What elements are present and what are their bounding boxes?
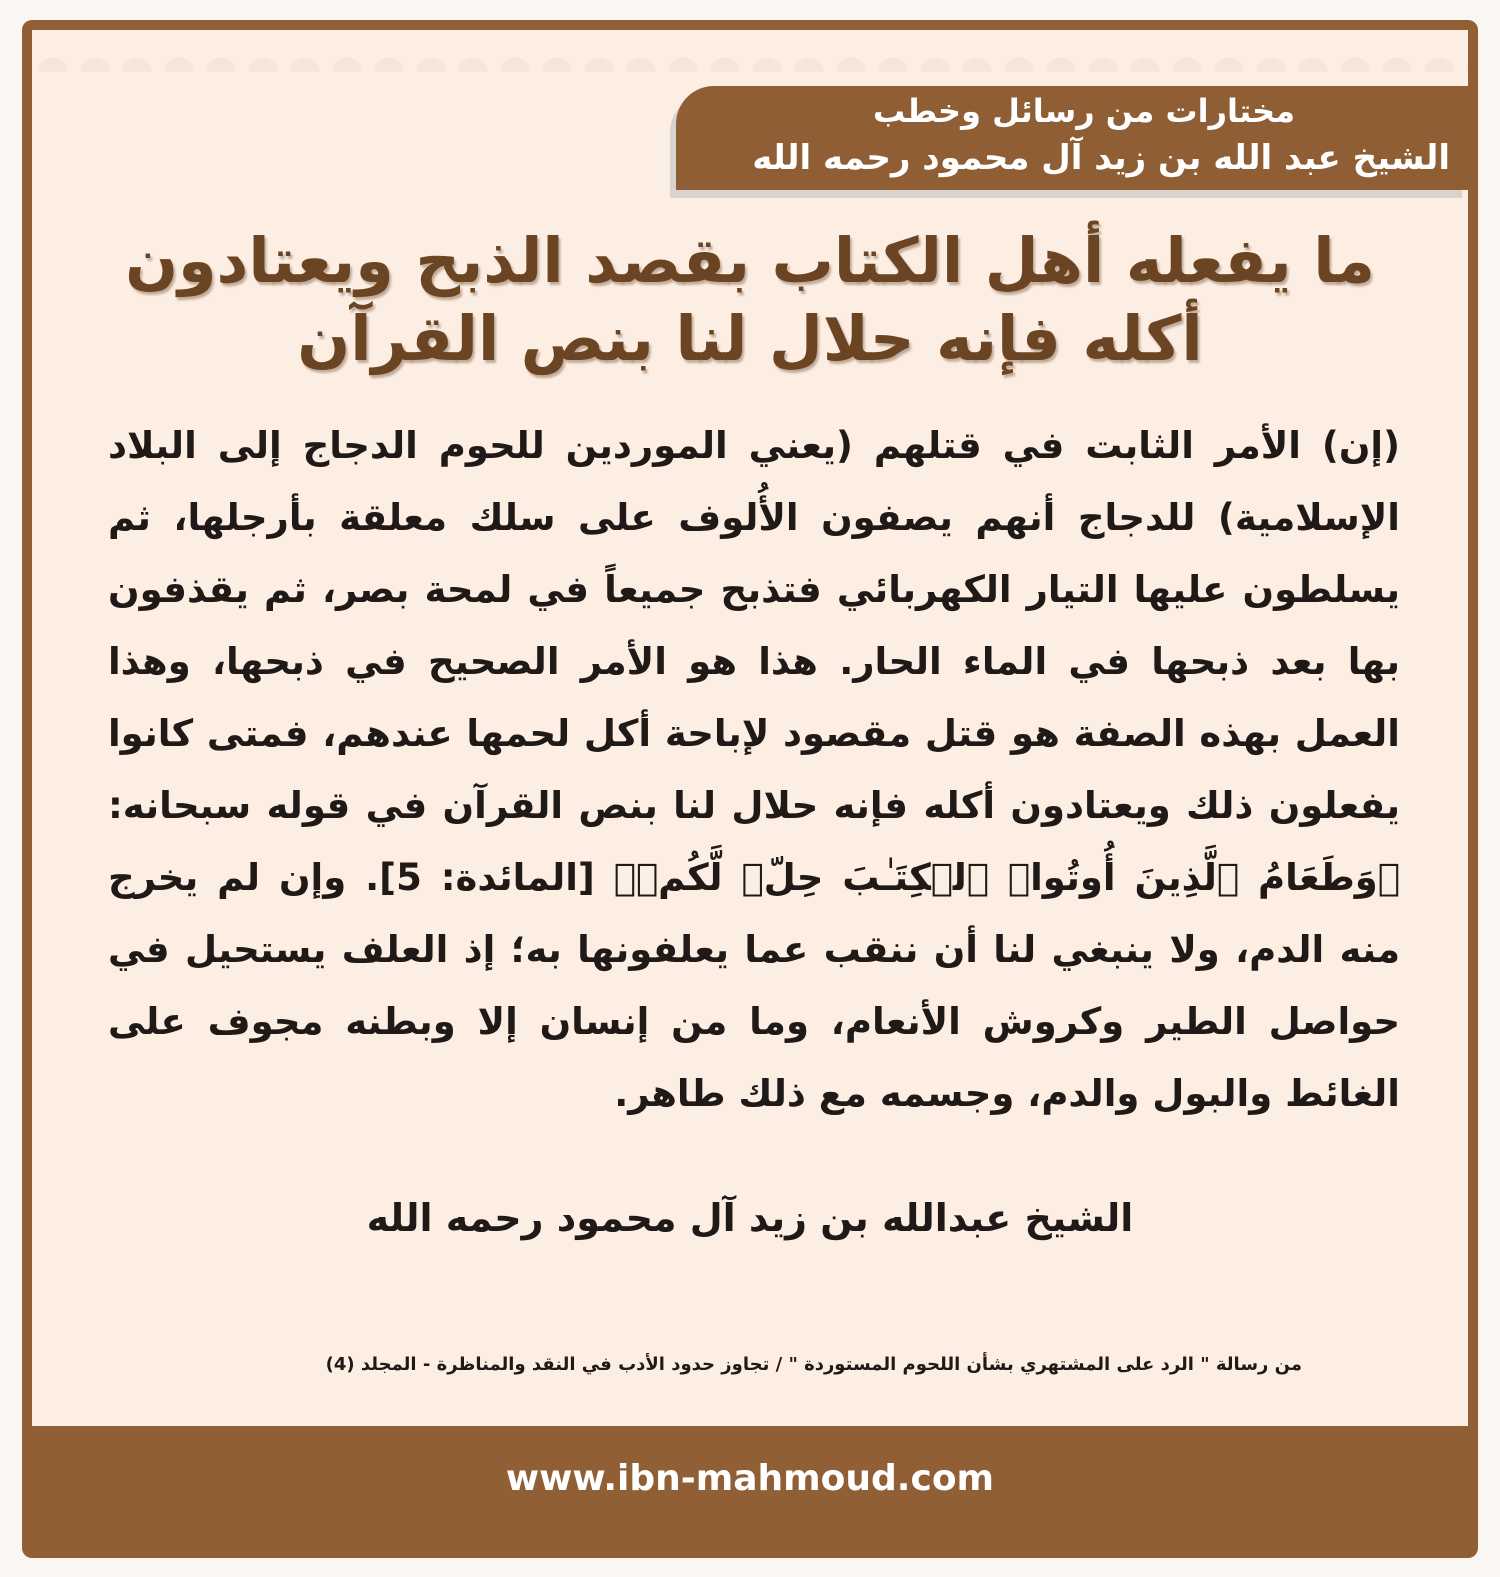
article-title: ما يفعله أهل الكتاب بقصد الذبح ويعتادون أكله فإنه حلال لنا بنص القرآن [125, 224, 1375, 375]
author-signature: الشيخ عبدالله بن زيد آل محمود رحمه الله [366, 1196, 1134, 1240]
website-link[interactable]: www.ibn-mahmoud.com [505, 1458, 995, 1499]
series-title: مختارات من رسائل وخطب [872, 92, 1295, 130]
article-body: (إن) الأمر الثابت في قتلهم (يعني الموردين للحوم الدجاج إلى البلاد الإسلامية) للدجاج أنهم يصفون الأُلوف على سلك معلقة بأرجلها، ثم يسلطون عليها التيار الكهربائي فتذبح جميعاً في لمحة بصر، ثم يقذفون بها بعد ذبحها في الماء الحار. هذا هو الأمر الصحيح في ذبحها، وهذا العمل بهذه الصفة هو قتل مقصود لإباحة أكل لحمها عندهم، فمتى كانوا يفعلون ذلك ويعتادون أكله فإنه حلال لنا بنص القرآن في قوله سبحانه: ﴿وَطَعَامُ ٱلَّذِينَ أُوتُوا۟ ٱلۡكِتَـٰبَ حِلࣱّ لَّكُمۡ﴾ [المائدة: 5]. وإن لم يخرج منه الدم، ولا ينبغي لنا أن ننقب عما يعلفونها به؛ إذ العلف يستحيل في حواصل الطير وكروش الأنعام، وما من إنسان إلا وبطنه مجوف على الغائط والبول والدم، وجسمه مع ذلك طاهر. [108, 424, 1400, 1115]
decorative-pattern [32, 30, 1468, 88]
series-author: الشيخ عبد الله بن زيد آل محمود رحمه الله [752, 138, 1450, 178]
source-citation: من رسالة " الرد على المشتهري بشأن اللحوم المستوردة " / تجاوز حدود الأدب في النقد والمناظرة - المجلد (4) [325, 1354, 1302, 1375]
